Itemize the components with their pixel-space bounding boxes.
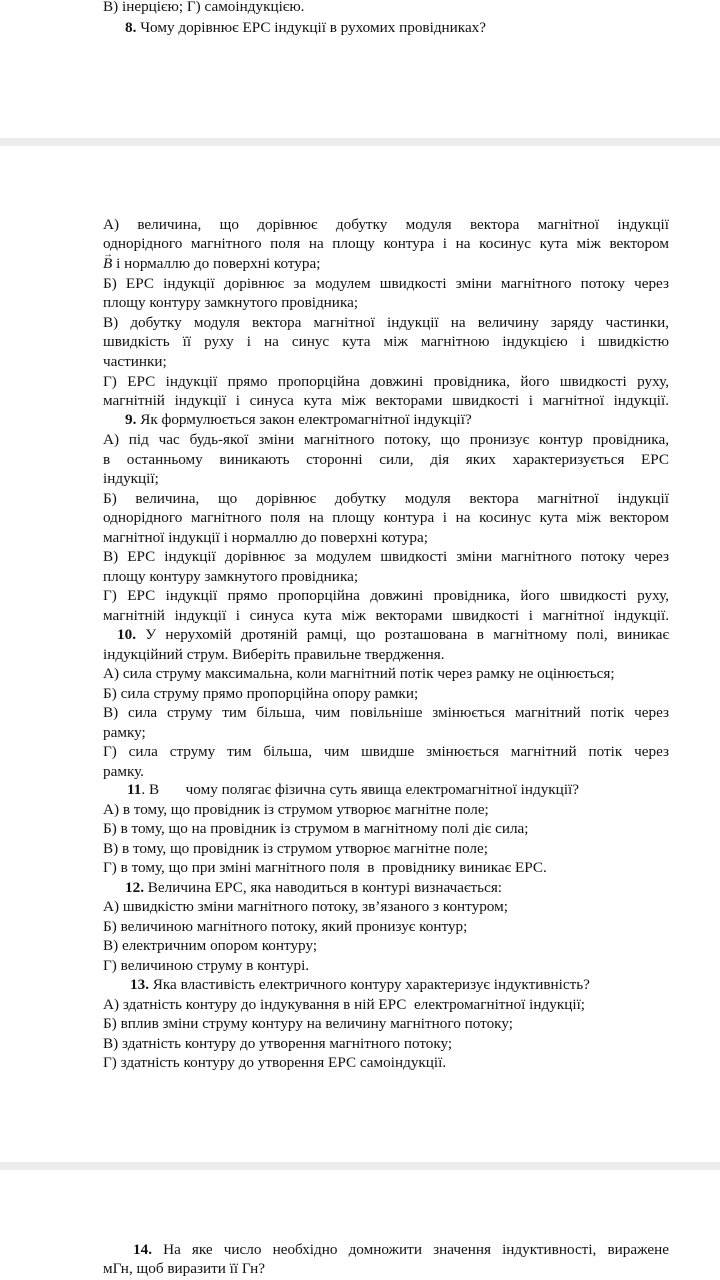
answer-line: В) ЕРС індукції дорівнює за модулем швидкості зміни магнітного потоку через xyxy=(103,548,669,565)
question-number: 8. xyxy=(125,19,137,36)
answer-line: Г) ЕРС індукції прямо пропорційна довжині провідника, його швидкості руху, xyxy=(103,373,669,390)
answer-line: Г) здатність контуру до утворення ЕРС самоіндукції. xyxy=(103,1054,447,1071)
question-text: На яке число необхідно домножити значення індуктивності, виражене xyxy=(163,1241,669,1258)
question-number: 11 xyxy=(127,781,142,798)
answer-text: і нормаллю до поверхні котура; xyxy=(116,255,321,272)
answer-line: індукції; xyxy=(103,470,159,487)
answer-line xyxy=(103,254,669,274)
question-number: 9. xyxy=(125,411,137,428)
page-separator xyxy=(0,1162,720,1170)
question-text: Чому дорівнює ЕРС індукції в рухомих провідниках? xyxy=(140,19,487,36)
question-11 xyxy=(127,780,693,800)
answer-line: однорідного магнітного поля на площу контура і на косинус кута між вектором xyxy=(103,509,669,526)
page-separator xyxy=(0,138,720,146)
answer-line: Б) в тому, що на провідник із струмом в магнітному полі діє сила; xyxy=(103,820,529,837)
answer-line: Б) сила струму прямо пропорційна опору рамки; xyxy=(103,685,419,702)
vector-b-symbol: → B xyxy=(103,255,112,272)
answer-line: А) сила струму максимальна, коли магнітний потік через рамку не оцінюється; xyxy=(103,665,615,682)
answer-line: частинки; xyxy=(103,353,167,370)
page-1 xyxy=(0,0,720,138)
question-number: 14. xyxy=(133,1241,152,1258)
answer-line: В) електричним опором контуру; xyxy=(103,937,318,954)
answer-line: А) величина, що дорівнює добутку модуля вектора магнітної індукції xyxy=(103,216,669,233)
answer-line: Г) величиною струму в контурі. xyxy=(103,957,310,974)
answer-line: А) під час будь-якої зміни магнітного потоку, що пронизує контур провідника, xyxy=(103,431,669,448)
answer-line: площу контуру замкнутого провідника; xyxy=(103,568,359,585)
question-text: Як формулюється закон електромагнітної індукції? xyxy=(140,411,472,428)
text-line: В) інерцією; Г) самоіндукцією. xyxy=(103,0,305,15)
question-13 xyxy=(130,975,696,995)
answer-line: В) в тому, що провідник із струмом утворює магнітне поле; xyxy=(103,840,488,857)
answer-line: магнітній індукції і синуса кута між векторами швидкості і магнітної індукції. xyxy=(103,392,669,409)
answer-line: Г) в тому, що при зміні магнітного поля в провіднику виникає ЕРС. xyxy=(103,859,547,876)
question-text-line: мГн, щоб виразити її Гн? xyxy=(103,1260,265,1277)
answer-line: Г) сила струму тим більша, чим швидше змінюється магнітний потік через xyxy=(103,743,669,760)
answer-line: В) добутку модуля вектора магнітної індукції на величину заряду частинки, xyxy=(103,314,669,331)
question-text: У нерухомій дротяній рамці, що розташована в магнітному полі, виникає xyxy=(145,626,670,643)
answer-line: площу контуру замкнутого провідника; xyxy=(103,294,359,311)
answer-line: в останньому виникають сторонні сили, дія яких характеризується ЕРС xyxy=(103,451,669,468)
question-number: 10. xyxy=(117,626,136,643)
question-text: . В чому полягає фізична суть явища електромагнітної індукції? xyxy=(141,781,579,798)
question-text: Величина ЕРС, яка наводиться в контурі визначається: xyxy=(147,879,503,896)
answer-line: Б) величиною магнітного потоку, який пронизує контур; xyxy=(103,918,468,935)
question-number: 13. xyxy=(130,976,149,993)
answer-line: Б) вплив зміни струму контуру на величину магнітного потоку; xyxy=(103,1015,513,1032)
question-10 xyxy=(117,625,669,645)
answer-line: рамку; xyxy=(103,724,146,741)
answer-line: швидкість її руху і на синус кута між магнітною індукцією і швидкістю xyxy=(103,333,669,350)
answer-line: В) здатність контуру до утворення магнітного потоку; xyxy=(103,1035,453,1052)
answer-line: А) швидкістю зміни магнітного потоку, зв’язаного з контуром; xyxy=(103,898,508,915)
answer-line: однорідного магнітного поля на площу контура і на косинус кута між вектором xyxy=(103,235,669,252)
question-8 xyxy=(125,18,691,38)
answer-line: Б) величина, що дорівнює добутку модуля вектора магнітної індукції xyxy=(103,490,669,507)
question-text: Яка властивість електричного контуру характеризує індуктивність? xyxy=(152,976,590,993)
answer-line: магнітної індукції і нормаллю до поверхні котура; xyxy=(103,529,428,546)
question-text-line: індукційний струм. Виберіть правильне твердження. xyxy=(103,646,445,663)
question-9 xyxy=(125,410,691,430)
question-number: 12. xyxy=(125,879,144,896)
answer-line: Б) ЕРС індукції дорівнює за модулем швидкості зміни магнітного потоку через xyxy=(103,275,669,292)
answer-line: А) здатність контуру до індукування в ній ЕРС електромагнітної індукції; xyxy=(103,996,586,1013)
question-14 xyxy=(133,1240,669,1260)
answer-line: В) сила струму тим більша, чим повільніше змінюється магнітний потік через xyxy=(103,704,669,721)
answer-line: А) в тому, що провідник із струмом утворює магнітне поле; xyxy=(103,801,489,818)
question-12 xyxy=(125,878,691,898)
answer-line: рамку. xyxy=(103,763,144,780)
answer-line: магнітній індукції і синуса кута між векторами швидкості і магнітної індукції. xyxy=(103,607,669,624)
answer-line: Г) ЕРС індукції прямо пропорційна довжині провідника, його швидкості руху, xyxy=(103,587,669,604)
